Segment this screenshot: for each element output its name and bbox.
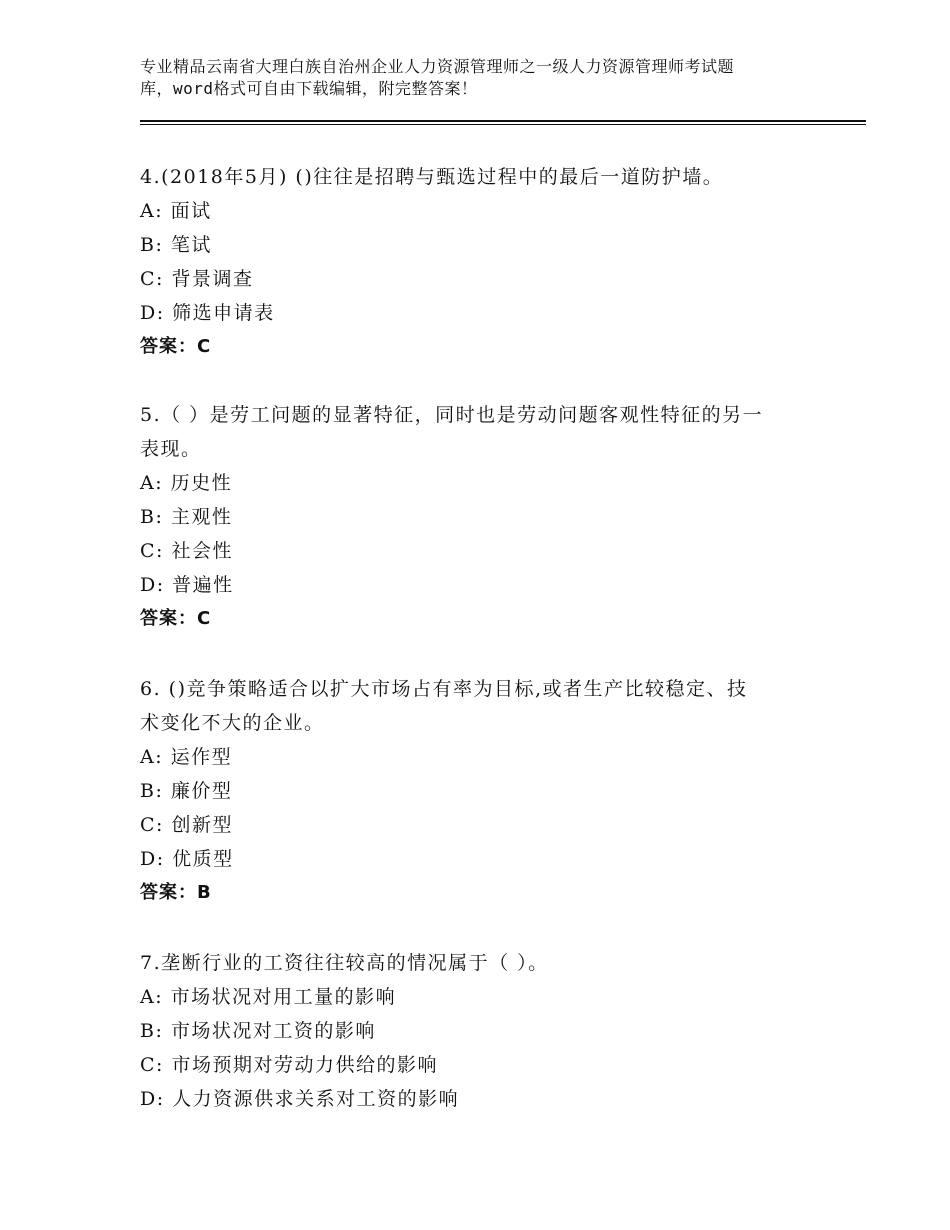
- option-c: C: 市场预期对劳动力供给的影响: [140, 1054, 438, 1076]
- option-d: D: 优质型: [140, 848, 234, 870]
- option-a: A: 市场状况对用工量的影响: [140, 986, 397, 1008]
- question-stem: 4.(2018年5月) ()往往是招聘与甄选过程中的最后一道防护墙。: [140, 166, 724, 188]
- option-b: B: 笔试: [140, 234, 212, 256]
- question-5: [140, 398, 830, 636]
- option-b: B: 廉价型: [140, 780, 233, 802]
- answer-label: 答案：C: [140, 608, 212, 629]
- option-d: D: 筛选申请表: [140, 302, 275, 324]
- option-c: C: 背景调查: [140, 268, 254, 290]
- header-rule-thick: [140, 120, 866, 122]
- document-header: [140, 56, 830, 100]
- option-c: C: 创新型: [140, 814, 233, 836]
- header-line-1: 专业精品云南省大理白族自治州企业人力资源管理师之一级人力资源管理师考试题: [140, 57, 735, 76]
- question-stem: 5.（ ）是劳工问题的显著特征，同时也是劳动问题客观性特征的另一: [140, 404, 764, 426]
- option-b: B: 主观性: [140, 506, 233, 528]
- option-b: B: 市场状况对工资的影响: [140, 1020, 376, 1042]
- question-stem-cont: 表现。: [140, 438, 202, 460]
- question-stem-cont: 术变化不大的企业。: [140, 712, 325, 734]
- question-6: [140, 672, 830, 910]
- answer-label: 答案：C: [140, 336, 212, 357]
- header-line-2: 库，word格式可自由下载编辑，附完整答案！: [140, 79, 478, 98]
- option-a: A: 运作型: [140, 746, 233, 768]
- answer-label: 答案：B: [140, 882, 212, 903]
- question-stem: 6. ()竞争策略适合以扩大市场占有率为目标,或者生产比较稳定、技: [140, 678, 748, 700]
- question-stem: 7.垄断行业的工资往往较高的情况属于（ ）。: [140, 952, 549, 974]
- option-a: A: 面试: [140, 200, 212, 222]
- question-7: [140, 946, 830, 1116]
- question-4: [140, 160, 830, 364]
- option-d: D: 人力资源供求关系对工资的影响: [140, 1088, 460, 1110]
- option-d: D: 普遍性: [140, 574, 234, 596]
- header-rule-thin: [140, 124, 866, 125]
- option-c: C: 社会性: [140, 540, 233, 562]
- option-a: A: 历史性: [140, 472, 233, 494]
